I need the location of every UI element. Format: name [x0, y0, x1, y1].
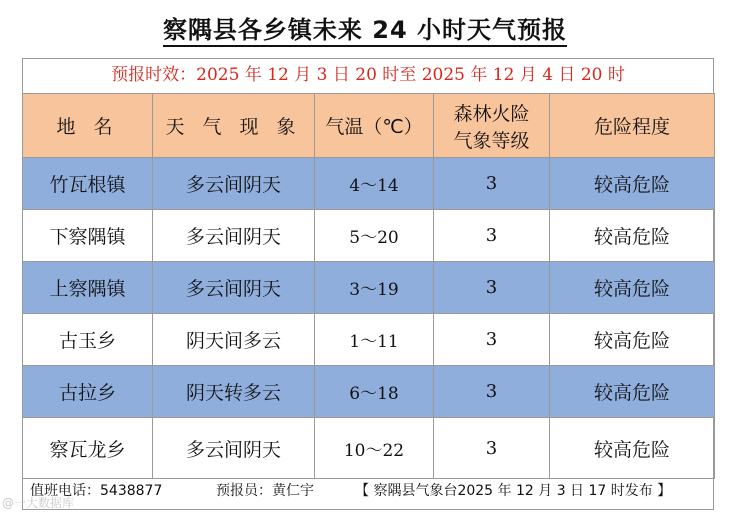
forecaster: 预报员：黄仁宇 [216, 483, 314, 499]
cell-place: 察瓦龙乡 [23, 418, 153, 479]
table-row [23, 314, 715, 366]
cell-temp: 5～20 [315, 210, 434, 262]
cell-place: 古玉乡 [23, 314, 153, 366]
cell-danger: 较高危险 [550, 262, 715, 314]
table-row [23, 418, 715, 479]
header-weather: 天 气 现 象 [153, 94, 315, 158]
cell-weather: 阴天间多云 [153, 314, 315, 366]
cell-level: 3 [434, 262, 550, 314]
header-place: 地 名 [23, 94, 153, 158]
cell-level: 3 [434, 366, 550, 418]
header-fire-level [434, 94, 550, 158]
table-header-row [23, 94, 715, 158]
header-temp: 气温（℃） [315, 94, 434, 158]
cell-danger: 较高危险 [550, 366, 715, 418]
cell-danger: 较高危险 [550, 314, 715, 366]
document-title [0, 10, 730, 45]
issuer: 【 察隅县气象台2025 年 12 月 3 日 17 时发布 】 [355, 483, 672, 499]
duty-phone: 值班电话：5438877 [30, 483, 163, 499]
cell-weather: 阴天转多云 [153, 366, 315, 418]
cell-place: 竹瓦根镇 [23, 158, 153, 210]
cell-weather: 多云间阴天 [153, 418, 315, 479]
cell-temp: 6～18 [315, 366, 434, 418]
cell-weather: 多云间阴天 [153, 210, 315, 262]
cell-danger: 较高危险 [550, 418, 715, 479]
cell-danger: 较高危险 [550, 210, 715, 262]
cell-weather: 多云间阴天 [153, 158, 315, 210]
cell-level: 3 [434, 210, 550, 262]
header-fire-level-line2: 气象等级 [453, 129, 530, 152]
table-row [23, 210, 715, 262]
validity-period: 预报时效：2025 年 12 月 3 日 20 时至 2025 年 12 月 4 日 20 时 [111, 65, 625, 85]
table-row [23, 366, 715, 418]
cell-temp: 3～19 [315, 262, 434, 314]
cell-temp: 1～11 [315, 314, 434, 366]
watermark: @一大数据库 [2, 496, 75, 510]
cell-weather: 多云间阴天 [153, 262, 315, 314]
header-danger: 危险程度 [550, 94, 715, 158]
cell-place: 下察隅镇 [23, 210, 153, 262]
forecast-table [22, 93, 715, 479]
cell-place: 上察隅镇 [23, 262, 153, 314]
table-row [23, 158, 715, 210]
cell-temp: 4～14 [315, 158, 434, 210]
cell-temp: 10～22 [315, 418, 434, 479]
header-fire-level-line1: 森林火险 [453, 102, 530, 125]
table-row [23, 262, 715, 314]
cell-level: 3 [434, 418, 550, 479]
cell-level: 3 [434, 158, 550, 210]
footer [30, 480, 710, 504]
cell-level: 3 [434, 314, 550, 366]
cell-danger: 较高危险 [550, 158, 715, 210]
cell-place: 古拉乡 [23, 366, 153, 418]
document-title-text: 察隅县各乡镇未来 24 小时天气预报 [163, 16, 567, 47]
